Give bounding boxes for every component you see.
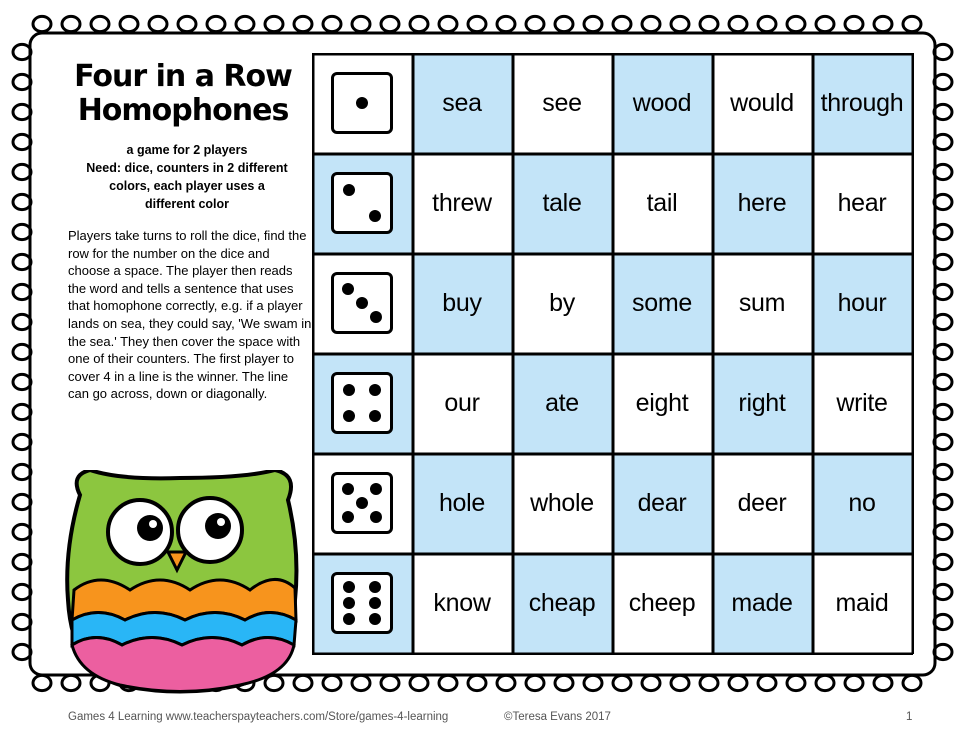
word-label: hour <box>837 288 887 317</box>
border-loop <box>934 104 952 119</box>
border-loop <box>13 374 31 389</box>
border-loop <box>787 16 805 31</box>
border-loop <box>13 164 31 179</box>
border-loop <box>236 16 254 31</box>
border-loop <box>934 74 952 89</box>
border-loop <box>13 644 31 659</box>
footer-copyright: ©Teresa Evans 2017 <box>504 711 611 723</box>
border-loop <box>468 16 486 31</box>
border-loop <box>934 584 952 599</box>
border-loop <box>671 16 689 31</box>
word-label: through <box>820 88 904 117</box>
page-number: 1 <box>906 711 913 723</box>
grid-lines <box>312 53 914 655</box>
border-loop <box>934 344 952 359</box>
border-loop <box>903 675 921 690</box>
border-loop <box>613 16 631 31</box>
border-loop <box>934 614 952 629</box>
border-loop <box>874 675 892 690</box>
border-loop <box>729 675 747 690</box>
border-loop <box>265 16 283 31</box>
border-loop <box>352 675 370 690</box>
word-label: hole <box>438 488 486 517</box>
border-loop <box>294 16 312 31</box>
border-loop <box>555 16 573 31</box>
word-label: cheap <box>528 588 596 617</box>
border-loop <box>497 675 515 690</box>
border-loop <box>13 74 31 89</box>
border-loop <box>584 16 602 31</box>
border-loop <box>410 16 428 31</box>
border-loop <box>613 675 631 690</box>
border-loop <box>13 404 31 419</box>
border-loop <box>934 494 952 509</box>
title-line-1: Four in a Row <box>74 59 292 94</box>
border-loop <box>934 164 952 179</box>
word-label: no <box>848 488 876 517</box>
word-label: ate <box>545 388 579 417</box>
word-label: deer <box>737 488 787 517</box>
border-loop <box>526 16 544 31</box>
border-loop <box>91 16 109 31</box>
word-label: eight <box>635 388 689 417</box>
border-loop <box>439 16 457 31</box>
footer-source: Games 4 Learning www.teacherspayteachers.com/Store/games-4-learning <box>68 711 449 723</box>
border-loop <box>787 675 805 690</box>
need-info-line-2: colors, each player uses a <box>109 179 265 193</box>
border-loop <box>934 524 952 539</box>
border-loop <box>729 16 747 31</box>
border-loop <box>642 675 660 690</box>
word-label: by <box>549 288 575 317</box>
border-loop <box>13 614 31 629</box>
word-label: hear <box>837 188 887 217</box>
word-label: made <box>731 588 793 617</box>
word-label: see <box>542 88 582 117</box>
border-loop <box>33 675 51 690</box>
border-loop <box>13 524 31 539</box>
border-loop <box>758 675 776 690</box>
word-label: write <box>836 388 888 417</box>
border-loop <box>934 554 952 569</box>
word-label: cheep <box>628 588 696 617</box>
word-label: would <box>730 88 794 117</box>
border-loop <box>468 675 486 690</box>
border-loop <box>934 194 952 209</box>
border-loop <box>934 254 952 269</box>
border-loop <box>13 584 31 599</box>
border-loop <box>410 675 428 690</box>
need-info-line-1: Need: dice, counters in 2 different <box>86 161 288 175</box>
border-loop <box>381 16 399 31</box>
border-loop <box>934 224 952 239</box>
border-loop <box>13 314 31 329</box>
border-loop <box>13 464 31 479</box>
game-requirements <box>62 141 312 213</box>
border-loop <box>13 224 31 239</box>
game-board <box>312 53 914 653</box>
word-label: our <box>444 388 480 417</box>
word-label: buy <box>442 288 482 317</box>
border-loop <box>934 284 952 299</box>
word-label: maid <box>835 588 889 617</box>
border-loop <box>526 675 544 690</box>
border-loop <box>439 675 457 690</box>
border-loop <box>62 16 80 31</box>
border-loop <box>13 194 31 209</box>
border-loop <box>903 16 921 31</box>
owl-illustration <box>60 470 305 695</box>
border-loop <box>642 16 660 31</box>
border-loop <box>13 554 31 569</box>
border-loop <box>323 675 341 690</box>
border-loop <box>13 134 31 149</box>
border-loop <box>934 404 952 419</box>
border-loop <box>584 675 602 690</box>
border-loop <box>13 344 31 359</box>
border-loop <box>207 16 225 31</box>
border-loop <box>13 44 31 59</box>
word-label: tail <box>646 188 678 217</box>
border-loop <box>13 434 31 449</box>
word-label: dear <box>637 488 687 517</box>
word-label: some <box>632 288 692 317</box>
border-loop <box>934 374 952 389</box>
border-loop <box>816 675 834 690</box>
border-loop <box>178 16 196 31</box>
game-rules: Players take turns to roll the dice, find the row for the number on the dice and choose a space. The player then reads the word and tells a sentence that uses that homophone correctly, e.g. if a player lands on sea, they could say, 'We swam in the sea.' They then cover the space with one of their counters. The first player to cover 4 in a line is the winner. The line can go across, down or diagonally. <box>68 228 312 402</box>
border-loop <box>758 16 776 31</box>
players-info: a game for 2 players <box>126 143 248 157</box>
border-loop <box>934 44 952 59</box>
border-loop <box>13 254 31 269</box>
border-loop <box>700 16 718 31</box>
border-loop <box>671 675 689 690</box>
border-loop <box>845 675 863 690</box>
word-label: wood <box>632 88 692 117</box>
page-title <box>58 60 308 128</box>
border-loop <box>323 16 341 31</box>
border-loop <box>33 16 51 31</box>
border-loop <box>934 644 952 659</box>
border-loop <box>381 675 399 690</box>
border-loop <box>845 16 863 31</box>
border-loop <box>934 134 952 149</box>
word-label: threw <box>432 188 492 217</box>
word-label: sum <box>738 288 786 317</box>
border-loop <box>13 284 31 299</box>
border-loop <box>497 16 515 31</box>
word-label: right <box>738 388 786 417</box>
border-loop <box>874 16 892 31</box>
border-loop <box>13 104 31 119</box>
border-loop <box>934 464 952 479</box>
border-loop <box>934 314 952 329</box>
need-info-line-3: different color <box>144 197 230 211</box>
border-loop <box>700 675 718 690</box>
border-loop <box>816 16 834 31</box>
border-loop <box>352 16 370 31</box>
border-loop <box>120 16 138 31</box>
word-label: tale <box>542 188 582 217</box>
word-label: whole <box>530 488 594 517</box>
word-label: know <box>433 588 491 617</box>
border-loop <box>13 494 31 509</box>
title-line-2: Homophones <box>77 93 289 128</box>
border-loop <box>934 434 952 449</box>
word-label: sea <box>442 88 482 117</box>
word-label: here <box>737 188 787 217</box>
border-loop <box>555 675 573 690</box>
border-loop <box>149 16 167 31</box>
